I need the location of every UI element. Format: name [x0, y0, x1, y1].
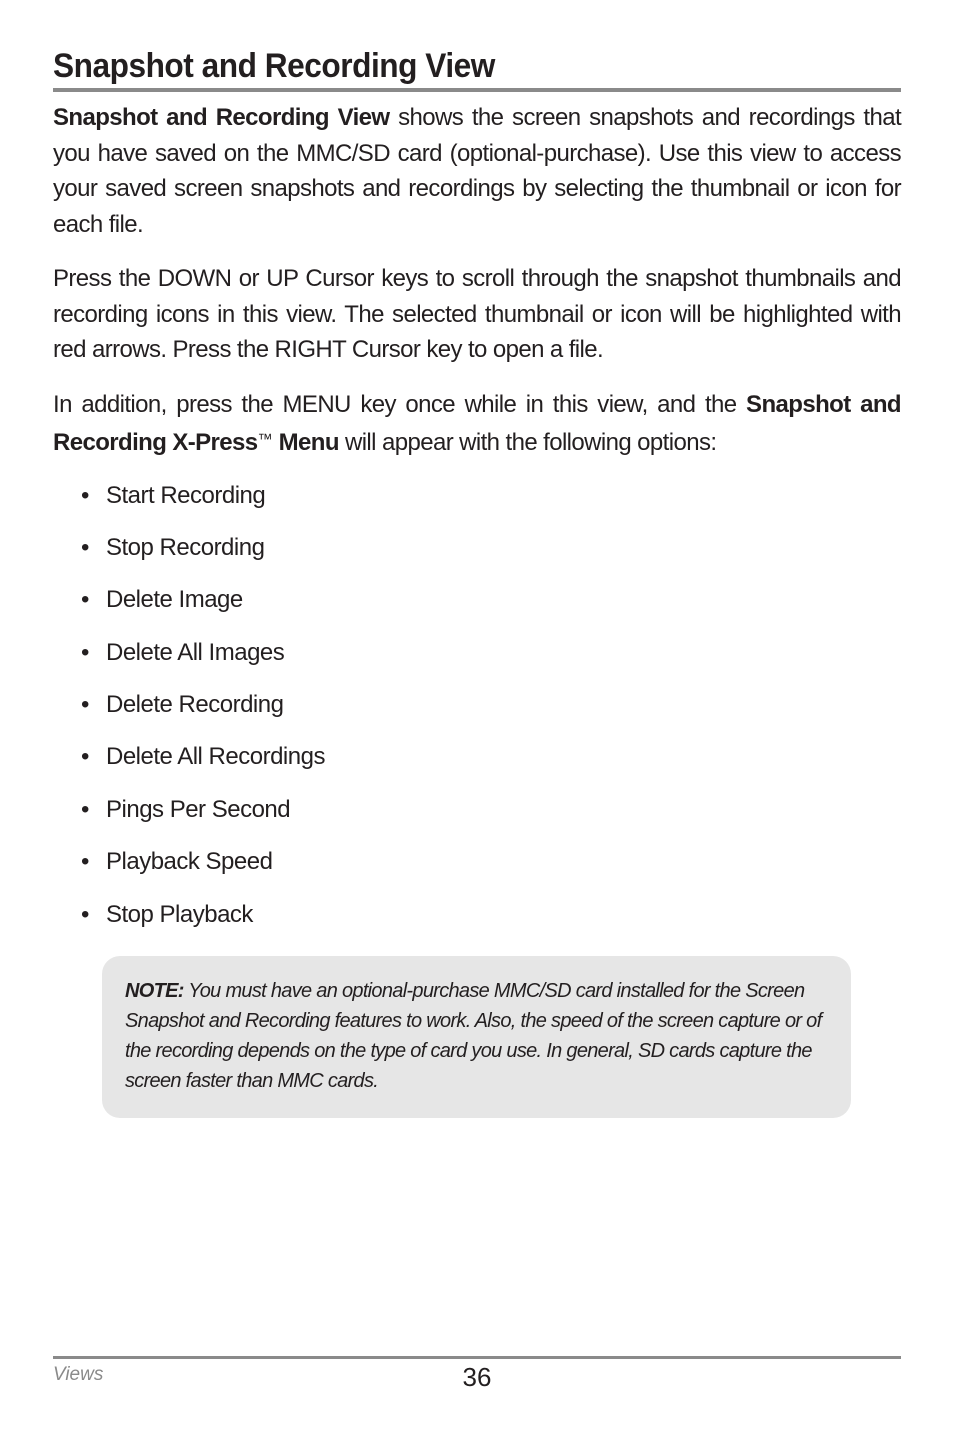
menu-paragraph — [53, 387, 901, 461]
bullet-icon: • — [81, 481, 89, 509]
menu-word-bold: Menu — [272, 429, 339, 456]
bullet-icon: • — [81, 743, 89, 771]
title-divider — [53, 88, 901, 92]
note-text: You must have an optional-purchase MMC/SD card installed for the Screen Snapshot and Recording features to work. Also, the speed of the screen capture or of the recording depends on the type of card you use. In general, SD cards capture the screen faster than MMC cards. — [125, 980, 822, 1092]
menu-option-label: Delete Recording — [106, 691, 284, 719]
menu-option-label: Playback Speed — [106, 848, 273, 876]
page-content — [53, 44, 901, 949]
menu-option-item — [53, 582, 901, 634]
menu-option-item — [53, 530, 901, 582]
menu-option-label: Start Recording — [106, 481, 266, 509]
menu-option-item — [53, 635, 901, 687]
menu-option-item — [53, 739, 901, 791]
bullet-icon: • — [81, 900, 89, 928]
footer-divider — [53, 1356, 901, 1359]
bullet-icon: • — [81, 691, 89, 719]
menu-option-item — [53, 897, 901, 949]
menu-options-list — [53, 478, 901, 950]
menu-option-item — [53, 844, 901, 896]
menu-option-label: Delete Image — [106, 586, 243, 614]
menu-text-lead: In addition, press the MENU key once while in this view, and the — [53, 390, 747, 418]
footer-section-name: Views — [53, 1364, 104, 1385]
note-box — [102, 956, 851, 1118]
bullet-icon: • — [81, 533, 89, 561]
intro-text: shows the screen snapshots and recordings that you have saved on the MMC/SD card (optional-purchase). Use this view to access your saved screen snapshots and recordings by selecting the thumbnail or icon for each file. — [53, 104, 902, 238]
menu-option-item — [53, 478, 901, 530]
menu-name-bold: Snapshot and Recording X-Press — [53, 390, 901, 456]
note-label: NOTE: — [125, 980, 184, 1002]
menu-option-label: Stop Recording — [106, 533, 265, 561]
navigation-paragraph: Press the DOWN or UP Cursor keys to scroll through the snapshot thumbnails and recording icons in this view. The selected thumbnail or icon will be highlighted with red arrows. Press the RIGHT Cursor key to open a file. — [53, 265, 901, 363]
menu-option-item — [53, 687, 901, 739]
trademark-symbol: ™ — [257, 431, 273, 448]
menu-option-label: Delete All Recordings — [106, 743, 325, 771]
page-number: 36 — [462, 1362, 492, 1392]
intro-paragraph — [53, 100, 901, 242]
intro-bold-term: Snapshot and Recording View — [53, 104, 390, 131]
bullet-icon: • — [81, 586, 89, 614]
menu-option-label: Pings Per Second — [106, 795, 291, 823]
menu-text-tail: will appear with the following options: — [338, 429, 717, 456]
bullet-icon: • — [81, 848, 89, 876]
bullet-icon: • — [81, 638, 89, 666]
menu-option-item — [53, 792, 901, 844]
menu-option-label: Delete All Images — [106, 638, 285, 666]
bullet-icon: • — [81, 795, 89, 823]
menu-option-label: Stop Playback — [106, 900, 253, 928]
page-title: Snapshot and Recording View — [53, 47, 495, 85]
